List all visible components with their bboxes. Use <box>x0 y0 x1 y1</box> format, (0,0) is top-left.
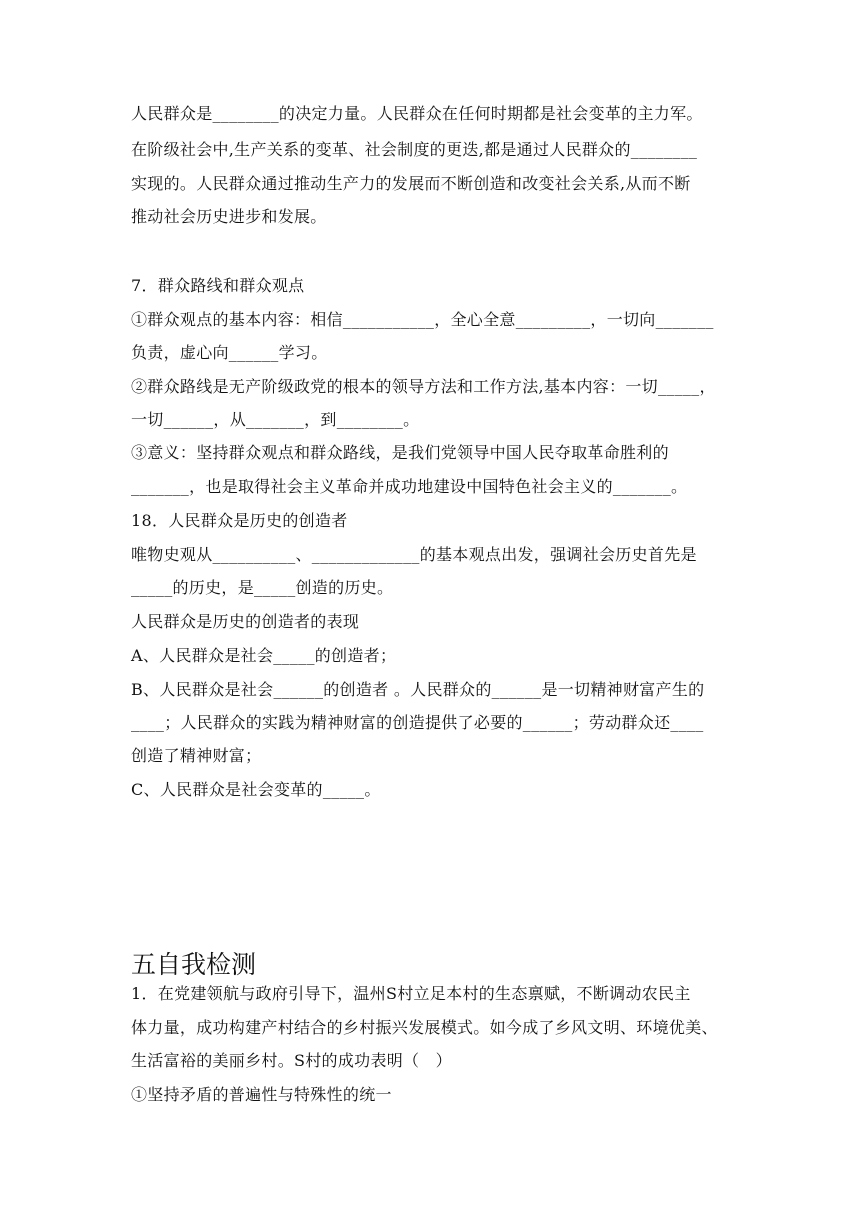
text-line: 体力量，成功构建产村结合的乡村振兴发展模式。如今成了乡风文明、环境优美、 <box>131 1018 718 1037</box>
question-title: 7．群众路线和群众观点 <box>131 276 305 295</box>
text-line: ①坚持矛盾的普遍性与特殊性的统一 <box>131 1085 392 1104</box>
text-line: 人民群众是________的决定力量。人民群众在任何时期都是社会变革的主力军。 <box>131 104 703 123</box>
text-line: 人民群众是历史的创造者的表现 <box>131 612 360 631</box>
text-line: 推动社会历史进步和发展。 <box>131 207 327 226</box>
text-line: _____的历史，是_____创造的历史。 <box>131 578 394 597</box>
text-line: 实现的。人民群众通过推动生产力的发展而不断创造和改变社会关系,从而不断 <box>131 174 691 193</box>
text-line: ③意义：坚持群众观点和群众路线，是我们党领导中国人民夺取革命胜利的 <box>131 443 669 462</box>
text-line: 唯物史观从__________、_____________的基本观点出发，强调社会历史首先是 <box>131 545 697 564</box>
text-line: 1．在党建领航与政府引导下，温州S村立足本村的生态禀赋，不断调动农民主 <box>131 984 691 1003</box>
text-line: 在阶级社会中,生产关系的变革、社会制度的更迭,都是通过人民群众的________ <box>131 140 698 159</box>
text-line: ____；人民群众的实践为精神财富的创造提供了必要的______；劳动群众还____ <box>131 713 704 732</box>
text-line: ②群众路线是无产阶级政党的根本的领导方法和工作方法,基本内容：一切_____， <box>131 377 716 396</box>
text-line: C、人民群众是社会变革的_____。 <box>131 780 381 799</box>
text-line: A、人民群众是社会_____的创造者； <box>131 646 397 665</box>
text-line: 生活富裕的美丽乡村。S村的成功表明（ ） <box>131 1051 452 1070</box>
text-line: _______，也是取得社会主义革命并成功地建设中国特色社会主义的_______。 <box>131 477 688 496</box>
section-heading: 五自我检测 <box>131 950 257 979</box>
text-line: B、人民群众是社会______的创造者 。人民群众的______是一切精神财富产生的 <box>131 680 705 699</box>
text-line: 负责，虚心向______学习。 <box>131 343 328 362</box>
text-line: 一切______，从_______，到________。 <box>131 410 420 429</box>
question-title: 18．人民群众是历史的创造者 <box>131 511 348 530</box>
text-line: ①群众观点的基本内容：相信___________，全心全意_________，一切向_______ <box>131 310 714 329</box>
text-line: 创造了精神财富； <box>131 746 262 765</box>
